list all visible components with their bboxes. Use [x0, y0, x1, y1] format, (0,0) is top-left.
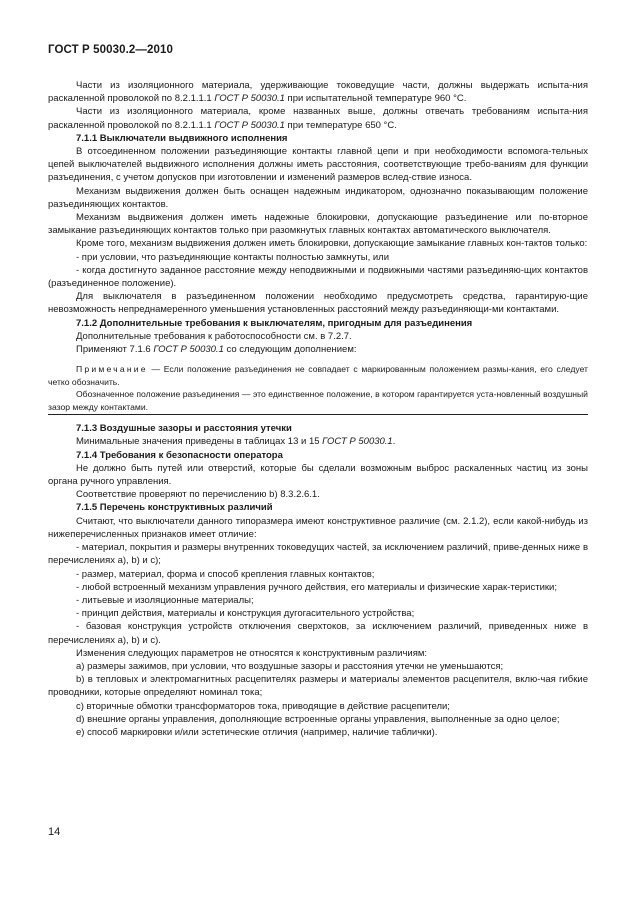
list-item: - когда достигнуто заданное расстояние между неподвижными и подвижными частями разъединяю-щих контактов (разъединенное положение). — [48, 264, 588, 290]
standard-reference: ГОСТ Р 50030.1 — [322, 436, 393, 448]
list-item: - базовая конструкция устройств отключения сверхтоков, за исключением различий, приведенных ниже в перечислениях а), b) и с). — [48, 621, 588, 646]
note-label: Примечание — [76, 364, 148, 375]
spacer — [48, 356, 588, 363]
paragraph: Части из изоляционного материала, удерживающие токоведущие части, должны выдержать испыта-ния раскаленной проволокой по 8.2.1.1.1 ГОСТ Р 50030.1 при испытательной температуре 960 °С. — [48, 80, 588, 105]
section-heading: 7.1.4 Требования к безопасности оператора — [76, 449, 283, 461]
paragraph: Считают, что выключатели данного типоразмера имеют конструктивное различие (см. 2.1.2), если какой-нибудь из нижеперечисленных признаков имеет отличие: — [48, 515, 588, 540]
list-item: - материал, покрытия и размеры внутренних токоведущих частей, за исключением различий, приве-денных ниже в перечислениях а), b) и с); — [48, 542, 588, 567]
section-heading: 7.1.3 Воздушные зазоры и расстояния утечки — [76, 423, 292, 435]
standard-reference: ГОСТ Р 50030.1 — [153, 344, 224, 356]
divider — [48, 414, 588, 415]
list-item: - литьевые и изоляционные материалы; — [76, 594, 254, 606]
paragraph: Изменения следующих параметров не относятся к конструктивным различиям: — [76, 647, 428, 659]
document-header: ГОСТ Р 50030.2—2010 — [48, 44, 173, 56]
paragraph: Не должно быть путей или отверстий, которые бы сделали возможным выброс раскаленных частиц из зоны органа ручного управления. — [48, 462, 588, 488]
list-item: d) внешние органы управления, дополняющие встроенные органы управления, выполненные за одно целое; — [76, 713, 560, 725]
list-item: - принцип действия, материалы и конструкция дугогасительного устройства; — [76, 608, 415, 620]
document-body — [48, 79, 588, 739]
paragraph: Кроме того, механизм выдвижения должен иметь блокировки, допускающие замыкание главных кон-тактов только: — [76, 238, 588, 250]
list-item: - любой встроенный механизм управления ручного действия, его материалы и физические харак-теристики; — [76, 581, 557, 593]
paragraph: Соответствие проверяют по перечислению b) 8.3.2.6.1. — [76, 489, 320, 501]
paragraph: В отсоединенном положении разъединяющие контакты главной цепи и при необходимости вспомога-тельных цепей выключателей выдвижного исполнения должны иметь расстояния, соответствующие требо-ваниям для функции разъединения, с учетом допусков при изготовлении и изменений размеров вслед-ствие износа. — [48, 146, 588, 184]
list-item: - при условии, что разъединяющие контакты полностью замкнуты, или — [76, 251, 390, 263]
list-item: е) способ маркировки и/или эстетические отличия (например, наличие таблички). — [76, 726, 438, 738]
note: Примечание — Если положение разъединения не совпадает с маркированным положением размы-кания, его следует четко обозначить. — [48, 364, 588, 387]
paragraph: Минимальные значения приведены в таблицах 13 и 15 ГОСТ Р 50030.1. — [76, 436, 396, 448]
paragraph: Механизм выдвижения должен иметь надежные блокировки, допускающие разъединение или по-вторное замыкание разъединяющих контактов только при разомкнутых главных контактах автоматического выключателя. — [48, 212, 588, 237]
list-item: а) размеры зажимов, при условии, что воздушные зазоры и расстояния утечки не уменьшаются; — [76, 660, 504, 672]
paragraph: Механизм выдвижения должен быть оснащен надежным индикатором, однозначно показывающим положение разъединяющих контактов. — [48, 185, 588, 210]
paragraph: Применяют 7.1.6 ГОСТ Р 50030.1 со следующим дополнением: — [76, 344, 357, 356]
section-heading: 7.1.2 Дополнительные требования к выключателям, пригодным для разъединения — [76, 317, 473, 329]
paragraph: Части из изоляционного материала, кроме названных выше, должны отвечать требованиям испыта-ния раскаленной проволокой по 8.2.1.1.1 ГОСТ Р 50030.1 при температуре 650 °С. — [48, 106, 588, 131]
section-heading: 7.1.5 Перечень конструктивных различий — [76, 502, 273, 514]
paragraph: Для выключателя в разъединенном положении необходимо предусмотреть средства, гарантирую-щие невозможность непреднамеренного уменьшения установленных расстояний между разъединяющи-ми контактами. — [48, 291, 588, 316]
list-item: b) в тепловых и электромагнитных расцепителях размеры и материалы элементов расцепителя, вклю-чая гибкие проводники, которые определяют номинал тока; — [48, 674, 588, 699]
standard-reference: ГОСТ Р 50030.1 — [214, 93, 285, 105]
list-item: с) вторичные обмотки трансформаторов тока, приводящие в действие расцепители; — [76, 700, 450, 712]
page-number: 14 — [48, 826, 61, 838]
standard-reference: ГОСТ Р 50030.1 — [214, 119, 285, 131]
paragraph: Дополнительные требования к работоспособности см. в 7.2.7. — [76, 330, 352, 342]
note: Обозначенное положение разъединения — это единственное положение, в котором гарантируется уста-новленный воздушный зазор между контактами. — [48, 389, 588, 412]
list-item: - размер, материал, форма и способ крепления главных контактов; — [76, 568, 375, 580]
section-heading: 7.1.1 Выключатели выдвижного исполнения — [76, 132, 288, 144]
